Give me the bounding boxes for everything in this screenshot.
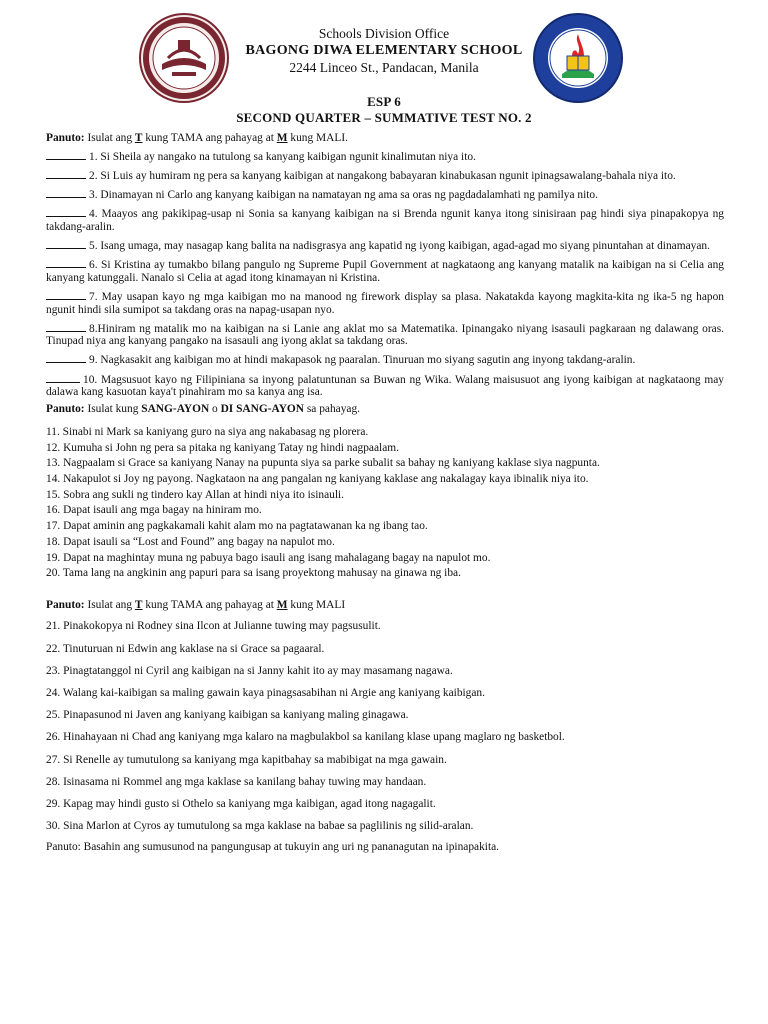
instruction-text: Isulat kung [84, 403, 142, 416]
statement-item: 19. Dapat na maghintay muna ng pabuya bago isauli ang isang mahalagang bagay na napulot mo. [46, 551, 491, 564]
instruction-text: kung MALI. [287, 132, 348, 144]
statement-item: 28. Isinasama ni Rommel ang mga kaklase sa kanilang bahay tuwing may handaan. [46, 775, 427, 788]
answer-blank[interactable] [46, 187, 86, 198]
statement-item: 20. Tama lang na angkinin ang papuri para sa isang proyektong mahusay na ginawa ng iba. [46, 567, 461, 580]
question-text: 8.Hiniram ng matalik mo na kaibigan na si Lanie ang aklat mo sa Matematika. Ipinangako niyang isasauli pagkaraan ng dalawang oras. Tinupad niya ang kanyang pangako na isasauli ang iyong aklat sa takdang oras. [46, 322, 724, 348]
question-text: 6. Si Kristina ay tumakbo bilang pangulo ng Supreme Pupil Government at nagkataong ang kanyang matalik na kaibigan na si Celia ang kanyang katunggali. Nanalo si Celia at agad itong kinamayan ni Kristina. [46, 259, 724, 284]
question-text: 9. Nagkasakit ang kaibigan mo at hindi makapasok ng paaralan. Tinuruan mo siyang sagutin ang inyong takdang-aralin. [89, 354, 636, 367]
question-item [46, 149, 724, 164]
question-item [46, 352, 724, 367]
school-address: 2244 Linceo St., Pandacan, Manila [289, 60, 479, 75]
question-text: 5. Isang umaga, may nasagap kang balita na nadisgrasya ang kapatid ng iyong kaibigan, agad-agad mo siyang pinuntahan at dinamayan. [89, 239, 710, 252]
statement-item: 22. Tinuturuan ni Edwin ang kaklase na si Grace sa pagaaral. [46, 642, 325, 655]
question-text: 2. Si Luis ay humiram ng pera sa kanyang kaibigan at nangakong babayaran kinabukasan ngunit ipinagsawalang-bahala niya ito. [89, 169, 676, 182]
statement-item: 27. Si Renelle ay tumutulong sa kaniyang mga kapitbahay sa mabibigat na mga gawain. [46, 753, 447, 766]
answer-blank[interactable] [46, 372, 80, 383]
statement-item: 13. Nagpaalam si Grace sa kaniyang Nanay na pupunta siya sa parke subalit sa bahay ng kaniyang kaklase siya nagpunta. [46, 457, 600, 470]
letterhead [0, 26, 768, 76]
question-item [46, 206, 724, 233]
section4-instruction: Panuto: Basahin ang sumusunod na pangungusap at tukuyin ang uri ng pananagutan na ipinapakita. [46, 841, 500, 854]
answer-blank[interactable] [46, 352, 86, 363]
answer-blank[interactable] [46, 238, 86, 249]
true-letter: T [134, 598, 143, 611]
statement-item: 25. Pinapasunod ni Javen ang kaniyang kaibigan sa kaniyang maling ginagawa. [46, 709, 409, 722]
instruction-text: o [209, 403, 221, 416]
agree-option: SANG-AYON [141, 403, 210, 416]
section2-instruction [46, 403, 724, 416]
answer-blank[interactable] [46, 289, 86, 300]
statement-item: 11. Sinabi ni Mark sa kaniyang guro na siya ang nakabasag ng plorera. [46, 426, 369, 439]
instruction-label: Panuto: [46, 132, 85, 144]
section1-instruction [46, 132, 724, 145]
question-item [46, 257, 724, 284]
statement-item: 23. Pinagtatanggol ni Cyril ang kaibigan na si Janny kahit ito ay may masamang nagawa. [46, 664, 453, 677]
question-item [46, 187, 724, 202]
statement-item: 21. Pinakokopya ni Rodney sina Ilcon at Julianne tuwing may pagsusulit. [46, 620, 381, 633]
statement-item: 26. Hinahayaan ni Chad ang kaniyang mga kalaro na magbulakbol sa kanilang klase upang maglaro ng basketbol. [46, 731, 565, 744]
school-name: BAGONG DIWA ELEMENTARY SCHOOL [245, 43, 523, 58]
statement-item: 16. Dapat isauli ang mga bagay na hiniram mo. [46, 504, 262, 517]
section2-items [46, 426, 724, 580]
question-item [46, 372, 724, 399]
statement-item: 17. Dapat aminin ang pagkakamali kahit alam mo na pagtatawanan ka ng ibang tao. [46, 520, 428, 533]
section1-items [46, 149, 724, 399]
answer-blank[interactable] [46, 321, 86, 332]
false-letter: M [276, 132, 288, 144]
answer-blank[interactable] [46, 257, 86, 268]
statement-item: 24. Walang kai-kaibigan sa maling gawain kaya pinagsasabihan ni Argie ang kaniyang kaibigan. [46, 686, 485, 699]
question-text: 3. Dinamayan ni Carlo ang kanyang kaibigan na namatayan ng ama sa oras ng pagdadalamhati ng pamilya nito. [89, 188, 598, 201]
instruction-text: kung TAMA ang pahayag at [142, 132, 277, 144]
question-text: 10. Magsusuot kayo ng Filipiniana sa inyong palatuntunan sa Buwan ng Wika. Walang maisusuot ang iyong kaibigan at nagkataong may dalawa kang kasuotan kaya't pinahiram mo sa kanya ang isa. [46, 373, 724, 399]
statement-item: 29. Kapag may hindi gusto si Othelo sa kaniyang mga kaibigan, agad itong nagagalit. [46, 797, 436, 810]
statement-item: 12. Kumuha si John ng pera sa pitaka ng kaniyang Tatay ng hindi nagpaalam. [46, 441, 399, 454]
office-name: Schools Division Office [318, 26, 450, 41]
instruction-text: kung MALI [287, 598, 346, 611]
answer-blank[interactable] [46, 149, 86, 160]
test-content [46, 132, 724, 858]
statement-item: 18. Dapat isauli sa “Lost and Found” ang bagay na napulot mo. [46, 535, 335, 548]
instruction-text: Isulat ang [84, 598, 135, 611]
question-text: 1. Si Sheila ay nangako na tutulong sa kanyang kaibigan ngunit kinalimutan niya ito. [89, 150, 476, 163]
disagree-option: DI SANG-AYON [220, 403, 305, 416]
instruction-label: Panuto: [46, 598, 85, 611]
question-item [46, 168, 724, 183]
statement-item: 30. Sina Marlon at Cyros ay tumutulong sa mga kaklase na babae sa paglilinis ng silid-aralan. [46, 820, 474, 833]
answer-blank[interactable] [46, 168, 86, 179]
instruction-text: kung TAMA ang pahayag at [142, 598, 277, 611]
subject-title: ESP 6 [367, 94, 401, 109]
instruction-text: sa pahayag. [304, 403, 361, 416]
test-title: SECOND QUARTER – SUMMATIVE TEST NO. 2 [236, 110, 532, 125]
question-text: 7. May usapan kayo ng mga kaibigan mo na manood ng firework display sa plasa. Nakatakda kayong magkita-kita ng ika-5 ng hapon ngunit hindi sila sumipot sa takdang oras na napag-usapan nyo. [46, 290, 724, 316]
false-letter: M [276, 598, 288, 611]
true-letter: T [134, 132, 143, 144]
question-item [46, 289, 724, 316]
question-item [46, 321, 724, 348]
statement-item: 15. Sobra ang sukli ng tindero kay Allan at hindi niya ito isinauli. [46, 488, 345, 501]
instruction-text: Isulat ang [84, 132, 135, 144]
statement-item: 14. Nakapulot si Joy ng payong. Nagkataon na ang pangalan ng kaniyang kaklase ang nakalagay kaya ibinalik niya ito. [46, 473, 589, 486]
instruction-label: Panuto: [46, 403, 85, 416]
question-text: 4. Maayos ang pakikipag-usap ni Sonia sa kanyang kaibigan na si Brenda ngunit kanya itong sinisiraan pag hindi siya pinapakopya ng takdang-aralin. [46, 208, 724, 233]
section3-instruction [46, 599, 724, 612]
answer-blank[interactable] [46, 206, 86, 217]
question-item [46, 238, 724, 253]
section3-items [46, 620, 724, 832]
